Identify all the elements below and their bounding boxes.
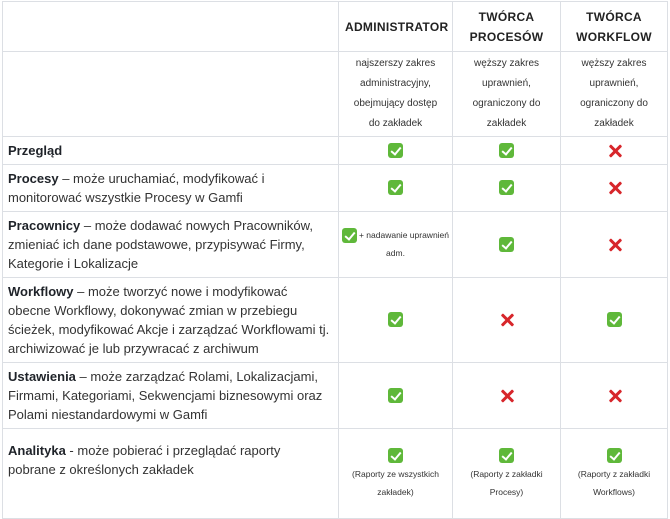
permission-row-analityka xyxy=(3,429,668,519)
report-note: (Raporty ze wszystkich zakładek) xyxy=(352,468,439,497)
checkmark-icon xyxy=(607,312,622,327)
permission-title: Analityka xyxy=(8,443,66,458)
description-row xyxy=(3,52,668,137)
permission-description: – może zarządzać Rolami, Lokalizacjami, Firmami, Kategoriami, Sekwencjami biznesowymi oraz Polami niestandardowymi w Gamfi xyxy=(8,369,323,422)
permission-cell xyxy=(453,137,561,165)
permission-name xyxy=(3,363,339,429)
permission-title: Workflowy xyxy=(8,284,74,299)
permission-row-pracownicy xyxy=(3,212,668,278)
permission-row-workflowy xyxy=(3,278,668,363)
role-header-administrator: ADMINISTRATOR xyxy=(339,2,453,52)
permission-cell xyxy=(339,429,453,519)
checkmark-icon xyxy=(499,237,514,252)
permission-cell xyxy=(339,363,453,429)
checkmark-icon xyxy=(607,448,622,463)
cross-icon xyxy=(607,180,622,195)
permission-title: Procesy xyxy=(8,171,59,186)
permission-cell xyxy=(561,212,668,278)
header-row xyxy=(3,2,668,52)
checkmark-icon xyxy=(342,228,357,243)
checkmark-icon xyxy=(388,180,403,195)
permission-name xyxy=(3,165,339,212)
permission-cell xyxy=(339,137,453,165)
permission-cell xyxy=(453,363,561,429)
checkmark-icon xyxy=(388,143,403,158)
permission-name xyxy=(3,278,339,363)
permission-cell xyxy=(561,429,668,519)
cross-icon xyxy=(607,388,622,403)
permission-cell xyxy=(453,278,561,363)
permission-name xyxy=(3,137,339,165)
checkmark-icon xyxy=(388,448,403,463)
checkmark-icon xyxy=(499,180,514,195)
permission-description: – może uruchamiać, modyfikować i monitorować wszystkie Procesy w Gamfi xyxy=(8,171,265,205)
cross-icon xyxy=(499,312,514,327)
header-corner xyxy=(3,2,339,52)
permission-title: Przegląd xyxy=(8,143,63,158)
cross-icon xyxy=(607,237,622,252)
permission-cell xyxy=(561,137,668,165)
checkmark-icon xyxy=(388,388,403,403)
permission-row-przeglad xyxy=(3,137,668,165)
permission-cell xyxy=(453,429,561,519)
permission-name xyxy=(3,429,339,519)
cross-icon xyxy=(607,143,622,158)
permission-description: – może tworzyć nowe i modyfikować obecne Workflowy, dokonywać zmian w przebiegu ścieżek, modyfikować Akcje i zarządzać Workflowami tj. archiwizować je lub przywracać z archiwum xyxy=(8,284,330,356)
permission-name xyxy=(3,212,339,278)
permission-cell xyxy=(339,278,453,363)
role-description-tworca-workflow: węższy zakres uprawnień, ograniczony do zakładek xyxy=(561,52,668,137)
permission-description: – może dodawać nowych Pracowników, zmieniać ich dane podstawowe, przypisywać Firmy, Kategorie i Lokalizacje xyxy=(8,218,313,271)
checkmark-icon xyxy=(499,448,514,463)
checkmark-icon xyxy=(388,312,403,327)
role-header-tworca-workflow: TWÓRCA WORKFLOW xyxy=(561,2,668,52)
permissions-table xyxy=(2,1,668,519)
permission-title: Pracownicy xyxy=(8,218,81,233)
permission-row-ustawienia xyxy=(3,363,668,429)
permission-cell xyxy=(561,278,668,363)
permission-cell xyxy=(561,165,668,212)
role-description-tworca-procesow: węższy zakres uprawnień, ograniczony do zakładek xyxy=(453,52,561,137)
permission-title: Ustawienia xyxy=(8,369,76,384)
role-header-tworca-procesow: TWÓRCA PROCESÓW xyxy=(453,2,561,52)
role-description-administrator: najszerszy zakres administracyjny, obejmujący dostęp do zakładek xyxy=(339,52,453,137)
permission-cell xyxy=(339,212,453,278)
permission-description: - może pobierać i przeglądać raporty pobrane z określonych zakładek xyxy=(8,443,281,477)
checkmark-icon xyxy=(499,143,514,158)
permission-cell xyxy=(453,212,561,278)
permission-cell xyxy=(561,363,668,429)
permission-cell xyxy=(339,165,453,212)
report-note: (Raporty z zakładki Procesy) xyxy=(470,468,543,497)
permission-row-procesy xyxy=(3,165,668,212)
admin-extra-note: + nadawanie uprawnień adm. xyxy=(358,230,450,259)
permission-cell xyxy=(453,165,561,212)
report-note: (Raporty z zakładki Workflows) xyxy=(577,468,651,497)
cross-icon xyxy=(499,388,514,403)
description-corner xyxy=(3,52,339,137)
